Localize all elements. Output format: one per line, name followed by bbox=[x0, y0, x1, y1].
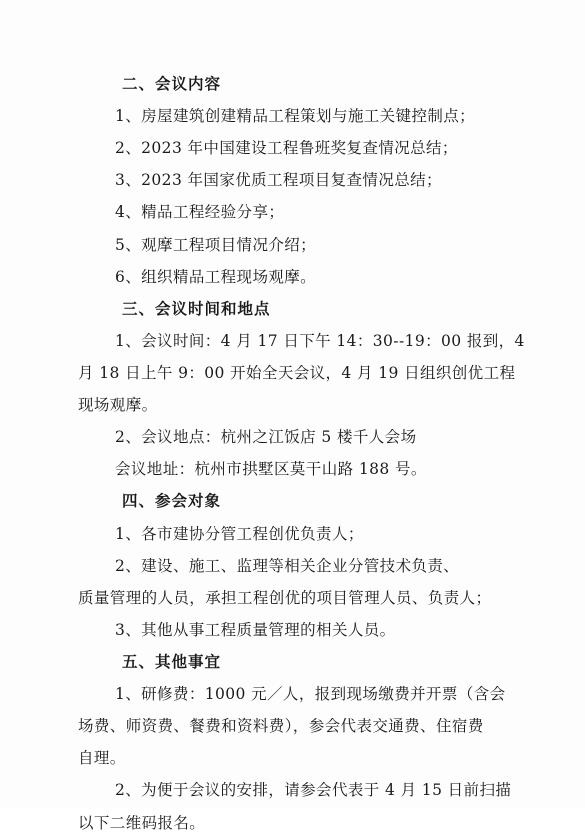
paragraph-line: 月 18 日上午 9：00 开始全天会议，4 月 19 日组织创优工程 bbox=[78, 363, 516, 382]
paragraph-line: 1、各市建协分管工程创优负责人； bbox=[115, 524, 364, 543]
paragraph-line: 场费、师资费、餐费和资料费），参会代表交通费、住宿费 bbox=[78, 717, 484, 736]
paragraph-line: 2、会议地点：杭州之江饭店 5 楼千人会场 bbox=[115, 428, 417, 447]
list-item: 2、2023 年中国建设工程鲁班奖复查情况总结； bbox=[115, 139, 458, 158]
paragraph-line: 现场观摩。 bbox=[78, 396, 158, 415]
section-heading-meeting-content: 二、会议内容 bbox=[122, 75, 222, 93]
paragraph-line: 1、研修费：1000 元／人，报到现场缴费并开票（含会 bbox=[115, 685, 506, 704]
paragraph-line: 3、其他从事工程质量管理的相关人员。 bbox=[115, 620, 396, 639]
list-item: 6、组织精品工程现场观摩。 bbox=[115, 267, 317, 286]
paragraph-line: 以下二维码报名。 bbox=[78, 813, 206, 832]
list-item: 5、观摩工程项目情况介绍； bbox=[115, 235, 317, 254]
section-heading-attendees: 四、参会对象 bbox=[122, 492, 222, 511]
list-item: 4、精品工程经验分享； bbox=[115, 203, 285, 222]
paragraph-line: 1、会议时间：4 月 17 日下午 14：30--19：00 报到，4 bbox=[115, 331, 525, 350]
section-heading-time-place: 三、会议时间和地点 bbox=[122, 299, 271, 318]
paragraph-line: 2、为便于会议的安排，请参会代表于 4 月 15 日前扫描 bbox=[115, 781, 512, 800]
paragraph-line: 2、建设、施工、监理等相关企业分管技术负责、 bbox=[115, 556, 460, 575]
list-item: 1、房屋建筑创建精品工程策划与施工关键控制点； bbox=[115, 107, 476, 126]
list-item: 3、2023 年国家优质工程项目复查情况总结； bbox=[115, 171, 442, 190]
paragraph-line: 质量管理的人员，承担工程创优的项目管理人员、负责人； bbox=[78, 588, 492, 607]
paragraph-line: 自理。 bbox=[78, 749, 126, 768]
section-heading-other-matters: 五、其他事宜 bbox=[122, 652, 222, 671]
paragraph-line: 会议地址：杭州市拱墅区莫干山路 188 号。 bbox=[115, 460, 427, 479]
